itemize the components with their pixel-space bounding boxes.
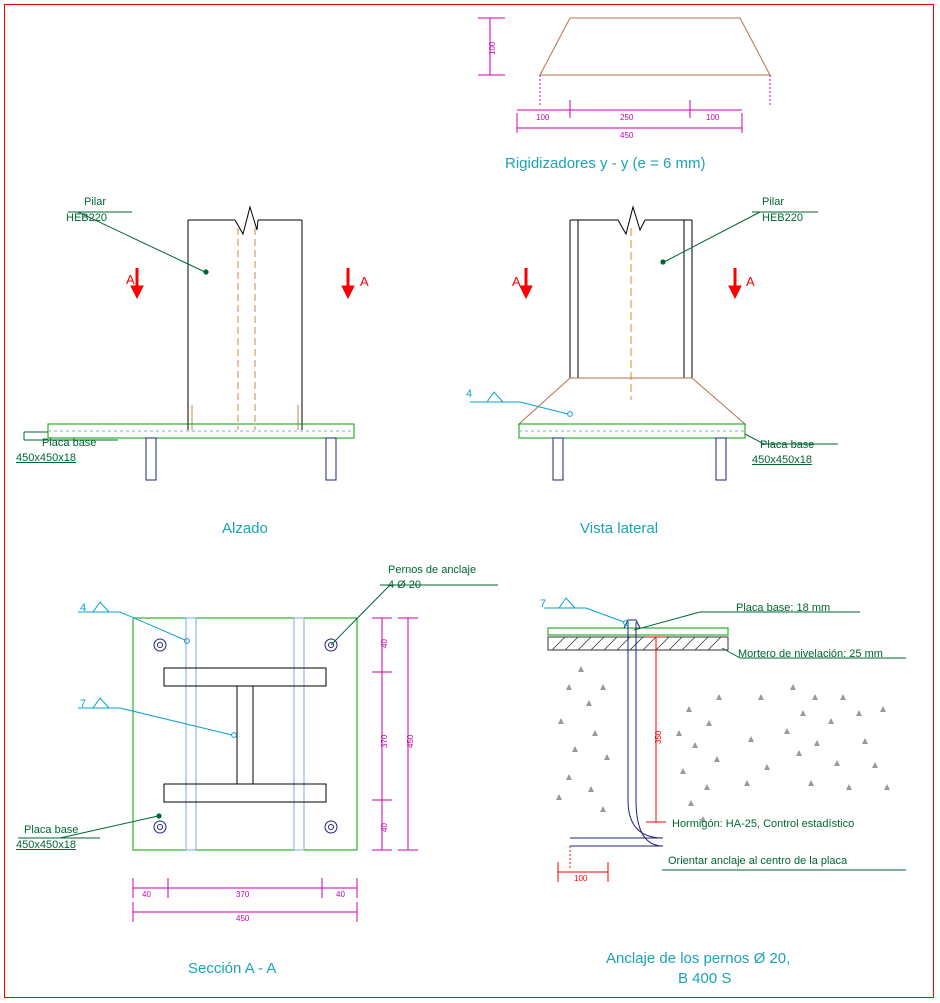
stiffener-height-dim: 100 (488, 41, 497, 55)
section-weld-symbol-1: 4 (80, 602, 87, 614)
side-baseplate-label-2: 450x450x18 (752, 454, 812, 466)
stiffener-title: Rigidizadores y - y (e = 6 mm) (505, 155, 706, 172)
section-dim-h-mid: 370 (236, 890, 250, 899)
elevation-baseplate-label-1: Placa base (42, 437, 97, 449)
side-pilar-label-1: Pilar (762, 196, 785, 208)
section-anchor-label-2: 4 Ø 20 (388, 579, 422, 591)
anchor-grout-note: Mortero de nivelación: 25 mm (738, 648, 883, 660)
side-pilar-label-2: HEB220 (762, 212, 803, 224)
section-dim-v-top: 40 (380, 639, 389, 648)
section-weld-symbol-2: 7 (80, 698, 87, 710)
elevation-pilar-label-2: HEB220 (66, 212, 107, 224)
section-dim-h-total: 450 (236, 914, 250, 923)
anchor-title-line2: B 400 S (678, 970, 732, 987)
anchor-hook-dim: 100 (574, 874, 588, 883)
section-title: Sección A - A (188, 960, 277, 977)
side-section-mark-right: A (746, 274, 755, 289)
anchor-title-line1: Anclaje de los pernos Ø 20, (606, 950, 791, 967)
section-dim-v-total: 450 (406, 734, 415, 748)
elevation-title: Alzado (222, 520, 268, 537)
section-dim-h-left: 40 (142, 890, 151, 899)
stiffener-dim-mid: 250 (620, 113, 634, 122)
section-anchor-label-1: Pernos de anclaje (388, 564, 477, 576)
stiffener-dim-total: 450 (620, 131, 634, 140)
side-title: Vista lateral (580, 520, 659, 537)
anchor-weld-symbol: 7 (540, 598, 547, 610)
anchor-concrete-note: Hormigón: HA-25, Control estadístico (672, 818, 855, 830)
section-baseplate-label-1: Placa base (24, 824, 79, 836)
section-baseplate-label-2: 450x450x18 (16, 839, 76, 851)
section-dim-h-right: 40 (336, 890, 345, 899)
stiffener-dim-right: 100 (706, 113, 720, 122)
anchor-detail-view (544, 598, 910, 882)
elevation-section-mark-right: A (360, 274, 369, 289)
elevation-section-mark-left: A (126, 272, 135, 287)
side-section-mark-left: A (512, 274, 521, 289)
elevation-baseplate-label-2: 450x450x18 (16, 452, 76, 464)
section-aa-view (18, 585, 498, 922)
anchor-baseplate-note: Placa base: 18 mm (736, 602, 831, 614)
anchor-depth-dim: 350 (654, 730, 663, 744)
anchor-orientation-note: Orientar anclaje al centro de la placa (668, 855, 848, 867)
side-weld-symbol: 4 (466, 388, 473, 400)
elevation-pilar-label-1: Pilar (84, 196, 107, 208)
stiffener-dim-left: 100 (536, 113, 550, 122)
section-dim-v-bot: 40 (380, 823, 389, 832)
section-dim-v-mid: 370 (380, 734, 389, 748)
side-baseplate-label-1: Placa base (760, 439, 815, 451)
